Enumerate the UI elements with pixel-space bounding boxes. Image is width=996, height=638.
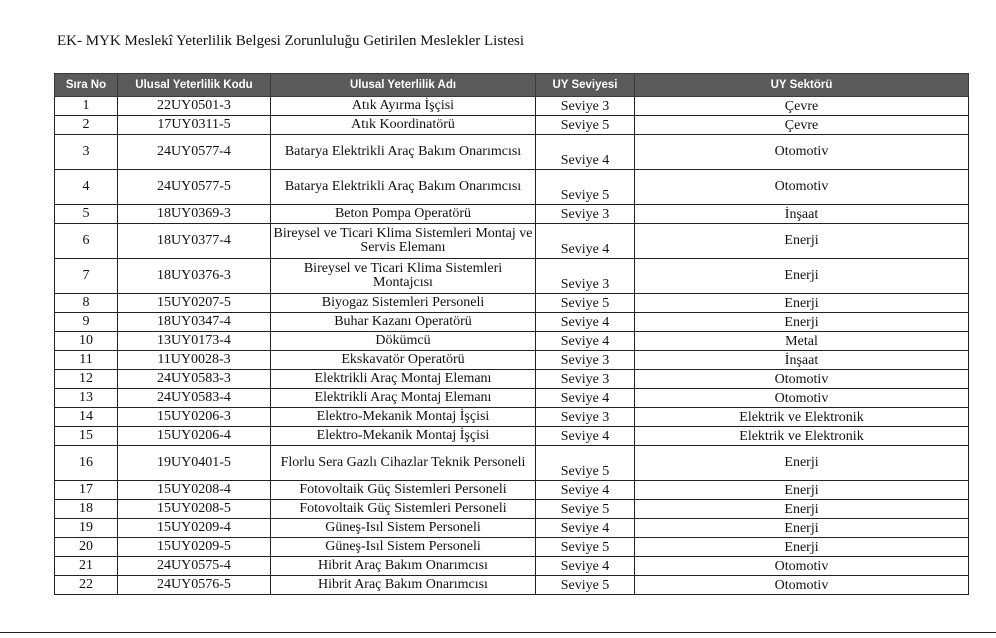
cell-name: Batarya Elektrikli Araç Bakım Onarımcısı <box>271 135 536 170</box>
cell-code: 15UY0209-5 <box>118 538 271 557</box>
cell-name: Atık Koordinatörü <box>271 116 536 135</box>
cell-code: 18UY0377-4 <box>118 224 271 259</box>
table-row <box>55 170 969 205</box>
cell-code: 11UY0028-3 <box>118 351 271 370</box>
cell-level: Seviye 4 <box>536 313 635 332</box>
cell-code: 24UY0577-4 <box>118 135 271 170</box>
cell-code: 15UY0207-5 <box>118 294 271 313</box>
cell-sector: Enerji <box>635 446 969 481</box>
cell-level: Seviye 5 <box>536 294 635 313</box>
cell-level: Seviye 5 <box>536 500 635 519</box>
cell-sira-no: 15 <box>55 427 118 446</box>
cell-sira-no: 21 <box>55 557 118 576</box>
column-header-sira-no: Sıra No <box>55 74 118 97</box>
column-header-name: Ulusal Yeterlilik Adı <box>271 74 536 97</box>
cell-sira-no: 11 <box>55 351 118 370</box>
cell-name: Batarya Elektrikli Araç Bakım Onarımcısı <box>271 170 536 205</box>
cell-level: Seviye 5 <box>536 446 635 481</box>
cell-level: Seviye 4 <box>536 557 635 576</box>
table-row <box>55 259 969 294</box>
cell-sira-no: 12 <box>55 370 118 389</box>
table-row <box>55 427 969 446</box>
cell-level: Seviye 4 <box>536 389 635 408</box>
cell-sector: Enerji <box>635 313 969 332</box>
table-row <box>55 576 969 595</box>
cell-level: Seviye 3 <box>536 205 635 224</box>
cell-name: Elektro-Mekanik Montaj İşçisi <box>271 408 536 427</box>
cell-level: Seviye 5 <box>536 116 635 135</box>
cell-sira-no: 10 <box>55 332 118 351</box>
cell-sector: Enerji <box>635 294 969 313</box>
cell-sira-no: 13 <box>55 389 118 408</box>
table-row <box>55 408 969 427</box>
table-row <box>55 205 969 224</box>
cell-name: Dökümcü <box>271 332 536 351</box>
table-row <box>55 500 969 519</box>
cell-sector: Otomotiv <box>635 389 969 408</box>
column-header-level: UY Seviyesi <box>536 74 635 97</box>
cell-sira-no: 8 <box>55 294 118 313</box>
cell-level: Seviye 5 <box>536 538 635 557</box>
cell-sira-no: 14 <box>55 408 118 427</box>
cell-sira-no: 3 <box>55 135 118 170</box>
table-row <box>55 135 969 170</box>
cell-code: 13UY0173-4 <box>118 332 271 351</box>
cell-sector: Enerji <box>635 481 969 500</box>
table-row <box>55 97 969 116</box>
cell-sector: Otomotiv <box>635 135 969 170</box>
cell-level: Seviye 5 <box>536 170 635 205</box>
cell-level: Seviye 4 <box>536 481 635 500</box>
cell-code: 15UY0206-3 <box>118 408 271 427</box>
cell-sira-no: 20 <box>55 538 118 557</box>
cell-code: 15UY0208-5 <box>118 500 271 519</box>
cell-level: Seviye 4 <box>536 427 635 446</box>
cell-sector: Çevre <box>635 97 969 116</box>
cell-name: Fotovoltaik Güç Sistemleri Personeli <box>271 481 536 500</box>
table-row <box>55 332 969 351</box>
cell-sector: Enerji <box>635 500 969 519</box>
cell-sira-no: 16 <box>55 446 118 481</box>
cell-sector: İnşaat <box>635 351 969 370</box>
cell-name: Florlu Sera Gazlı Cihazlar Teknik Personeli <box>271 446 536 481</box>
cell-sira-no: 17 <box>55 481 118 500</box>
cell-level: Seviye 3 <box>536 259 635 294</box>
table-body <box>55 97 969 595</box>
cell-code: 18UY0376-3 <box>118 259 271 294</box>
page-edge-line <box>0 632 996 633</box>
cell-sector: Enerji <box>635 259 969 294</box>
table-row <box>55 389 969 408</box>
table-row <box>55 116 969 135</box>
cell-sector: İnşaat <box>635 205 969 224</box>
cell-level: Seviye 3 <box>536 97 635 116</box>
cell-sector: Elektrik ve Elektronik <box>635 427 969 446</box>
cell-level: Seviye 3 <box>536 351 635 370</box>
cell-sira-no: 22 <box>55 576 118 595</box>
cell-sira-no: 7 <box>55 259 118 294</box>
table-row <box>55 481 969 500</box>
occupations-table <box>54 73 969 595</box>
cell-code: 24UY0583-3 <box>118 370 271 389</box>
cell-sector: Otomotiv <box>635 557 969 576</box>
cell-sira-no: 5 <box>55 205 118 224</box>
cell-sector: Elektrik ve Elektronik <box>635 408 969 427</box>
cell-sira-no: 18 <box>55 500 118 519</box>
cell-name: Elektrikli Araç Montaj Elemanı <box>271 370 536 389</box>
cell-code: 15UY0209-4 <box>118 519 271 538</box>
cell-sira-no: 6 <box>55 224 118 259</box>
cell-code: 15UY0208-4 <box>118 481 271 500</box>
cell-code: 15UY0206-4 <box>118 427 271 446</box>
table-row <box>55 351 969 370</box>
cell-level: Seviye 5 <box>536 576 635 595</box>
cell-sira-no: 1 <box>55 97 118 116</box>
cell-code: 17UY0311-5 <box>118 116 271 135</box>
cell-sector: Otomotiv <box>635 370 969 389</box>
cell-code: 24UY0577-5 <box>118 170 271 205</box>
cell-code: 22UY0501-3 <box>118 97 271 116</box>
cell-sector: Enerji <box>635 224 969 259</box>
cell-sector: Otomotiv <box>635 170 969 205</box>
cell-sector: Enerji <box>635 538 969 557</box>
table-row <box>55 370 969 389</box>
cell-sira-no: 2 <box>55 116 118 135</box>
column-header-code: Ulusal Yeterlilik Kodu <box>118 74 271 97</box>
table-row <box>55 557 969 576</box>
cell-level: Seviye 4 <box>536 519 635 538</box>
cell-name: Fotovoltaik Güç Sistemleri Personeli <box>271 500 536 519</box>
cell-name: Ekskavatör Operatörü <box>271 351 536 370</box>
page-title: EK- MYK Meslekî Yeterlilik Belgesi Zorunluluğu Getirilen Meslekler Listesi <box>57 33 525 49</box>
cell-name: Atık Ayırma İşçisi <box>271 97 536 116</box>
cell-sira-no: 19 <box>55 519 118 538</box>
cell-name: Bireysel ve Ticari Klima Sistemleri Montaj ve Servis Elemanı <box>271 224 536 259</box>
table-row <box>55 224 969 259</box>
cell-name: Buhar Kazanı Operatörü <box>271 313 536 332</box>
cell-code: 24UY0576-5 <box>118 576 271 595</box>
cell-name: Güneş-Isıl Sistem Personeli <box>271 538 536 557</box>
cell-level: Seviye 3 <box>536 370 635 389</box>
cell-level: Seviye 3 <box>536 408 635 427</box>
cell-name: Biyogaz Sistemleri Personeli <box>271 294 536 313</box>
table-row <box>55 294 969 313</box>
cell-sector: Metal <box>635 332 969 351</box>
cell-name: Elektro-Mekanik Montaj İşçisi <box>271 427 536 446</box>
cell-level: Seviye 4 <box>536 332 635 351</box>
cell-name: Bireysel ve Ticari Klima Sistemleri Montajcısı <box>271 259 536 294</box>
cell-sector: Otomotiv <box>635 576 969 595</box>
cell-code: 24UY0583-4 <box>118 389 271 408</box>
table-header-row <box>55 74 969 97</box>
cell-sira-no: 4 <box>55 170 118 205</box>
cell-code: 24UY0575-4 <box>118 557 271 576</box>
cell-code: 19UY0401-5 <box>118 446 271 481</box>
cell-name: Güneş-Isıl Sistem Personeli <box>271 519 536 538</box>
cell-name: Hibrit Araç Bakım Onarımcısı <box>271 576 536 595</box>
cell-code: 18UY0347-4 <box>118 313 271 332</box>
cell-name: Elektrikli Araç Montaj Elemanı <box>271 389 536 408</box>
cell-name: Beton Pompa Operatörü <box>271 205 536 224</box>
cell-sector: Çevre <box>635 116 969 135</box>
cell-level: Seviye 4 <box>536 224 635 259</box>
table-row <box>55 519 969 538</box>
cell-name: Hibrit Araç Bakım Onarımcısı <box>271 557 536 576</box>
cell-level: Seviye 4 <box>536 135 635 170</box>
cell-code: 18UY0369-3 <box>118 205 271 224</box>
cell-sira-no: 9 <box>55 313 118 332</box>
column-header-sector: UY Sektörü <box>635 74 969 97</box>
table-row <box>55 538 969 557</box>
table-row <box>55 446 969 481</box>
table-row <box>55 313 969 332</box>
cell-sector: Enerji <box>635 519 969 538</box>
